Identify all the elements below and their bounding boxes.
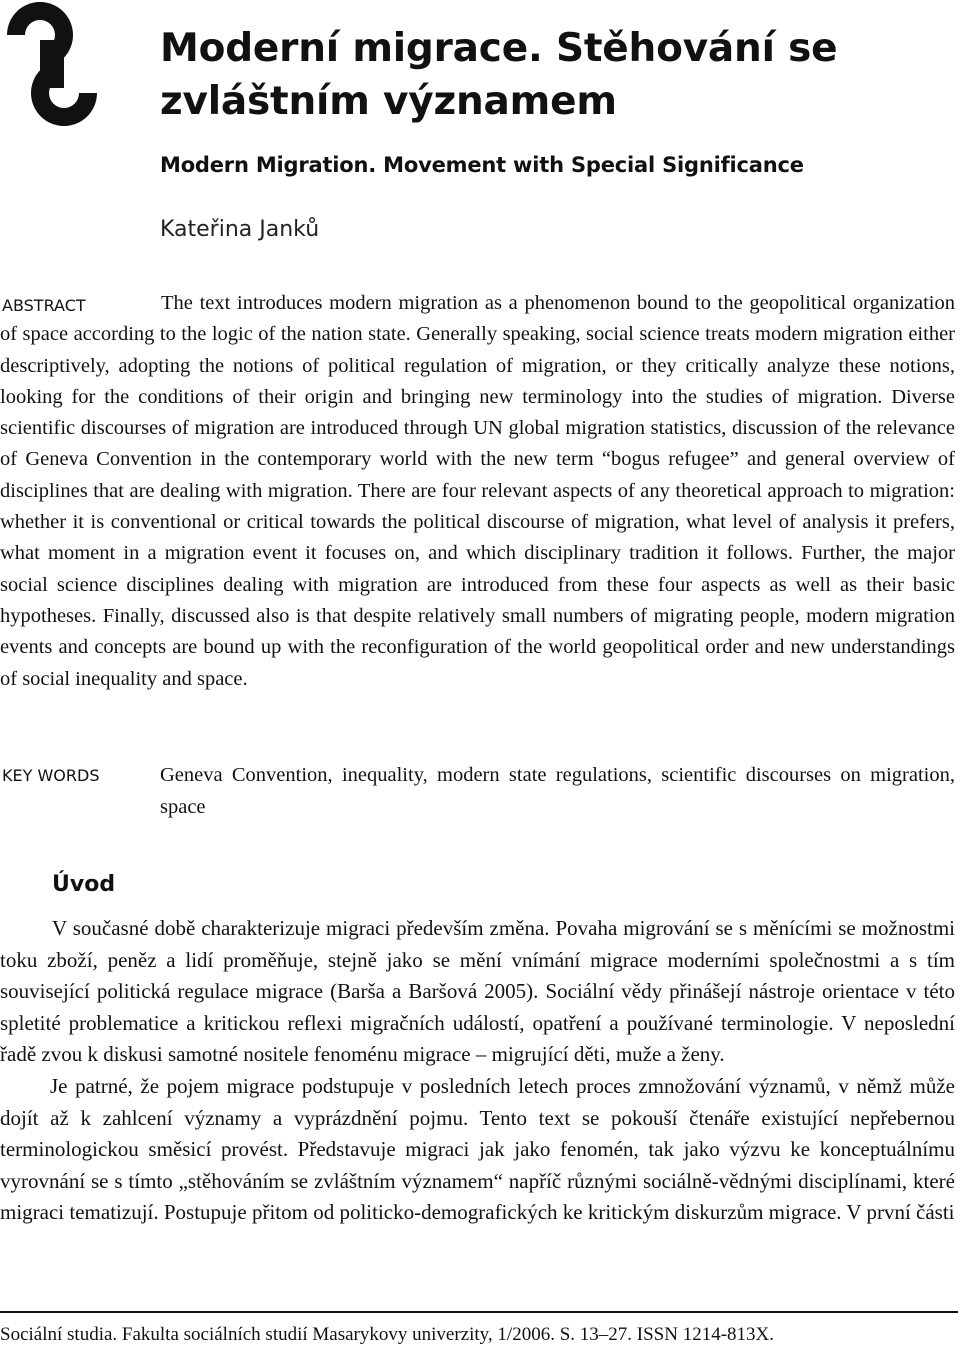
abstract-text: The text introduces modern migration as a phenomenon bound to the geopolitical organization of space according to the logic of the nation state. Generally speaking, social science treats modern migration either descriptively, adopting the notions of political regulation of migration, or they critically analyze these notions, looking for the conditions of their origin and bringing new terminology into the studies of migration. Diverse scientific discourses of migration are introduced through UN global migration statistics, discussion of the relevance of Geneva Convention in the contemporary world with the new term “bogus refugee” and general overview of disciplines that are dealing with migration. There are four relevant aspects of any theoretical approach to migration: whether it is conventional or critical towards the political discourse of migration, what level of analysis it prefers, what moment in a migration event it focuses on, and which disciplinary tradition it follows. Further, the major social science disciplines dealing with migration are introduced from these four aspects as well as their basic hypotheses. Finally, discussed also is that despite relatively small numbers of migrating people, modern migration events and concepts are bound up with the reconfiguration of the world geopolitical order and new understandings of social inequality and space. <box>0 292 955 690</box>
section-heading: Úvod <box>52 872 116 897</box>
keywords-label: KEY WORDS <box>2 766 100 785</box>
paper-subtitle: Modern Migration. Movement with Special Significance <box>160 153 804 177</box>
author-name: Kateřina Janků <box>160 217 320 242</box>
paper-title: Moderní migrace. Stěhování se zvláštním významem <box>160 26 838 124</box>
abstract-label: ABSTRACT <box>2 296 86 315</box>
keywords-text: Geneva Convention, inequality, modern state regulations, scientific discourses on migration, space <box>160 764 955 818</box>
journal-logo-icon <box>2 0 102 128</box>
body-paragraph: Je patrné, že pojem migrace podstupuje v posledních letech proces zmnožování významů, v němž může dojít až k zahlcení významy a vyprázdnění pojmu. Tento text se pokouší čtenáře existující nepřebernou terminologickou směsicí provést. Představuje migraci jak jako fenomén, tak jako výzvu ke konceptuálnímu vyrovnání se s tímto „stěhováním se zvláštním významem“ napříč různými sociálně-vědnými disciplínami, které migraci tematizují. Postupuje přitom od politicko-demografických ke kritickým diskurzům migrace. V první části <box>0 1073 955 1225</box>
footer-divider <box>0 1311 958 1313</box>
footer-citation: Sociální studia. Fakulta sociálních studií Masarykovy univerzity, 1/2006. S. 13–27. ISSN 1214-813X. <box>0 1324 775 1345</box>
body-text <box>0 913 955 1229</box>
body-paragraph: V současné době charakterizuje migraci především změna. Povaha migrování se s měnícími se možnostmi toku zboží, peněz a lidí proměňuje, stejně jako se mění vnímání migrace moderními společnostmi a s tím související politická regulace migrace (Barša a Baršová 2005). Sociální vědy přinášejí nástroje orientace v této spletité problematice a kritickou reflexi migračních událostí, opatření a používané terminologie. V neposlední řadě zvou k diskusi samotné nositele fenoménu migrace – migrující děti, muže a ženy. <box>0 916 955 1067</box>
